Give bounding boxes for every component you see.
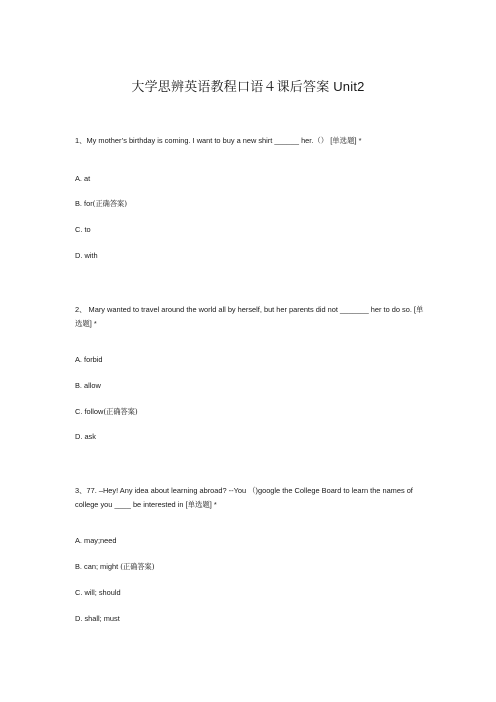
question-2-text: 2、 Mary wanted to travel around the world all by herself, but her parents did not _______ her to do so. [单选题] *: [75, 305, 424, 328]
question-2-option-c: [75, 407, 138, 417]
option-label: A. forbid: [75, 355, 103, 364]
option-label: B. allow: [75, 381, 101, 390]
question-3-option-c: [75, 588, 121, 598]
question-1-option-b: [75, 199, 127, 209]
question-3-text: 3、77. –Hey! Any idea about learning abroad? --You （)google the College Board to learn the names of college you ____ be interested in [单选题] *: [75, 486, 413, 509]
option-label: C. follow: [75, 407, 104, 416]
question-1-option-c: [75, 225, 91, 235]
question-1-text: 1、My mother’s birthday is coming. I want to buy a new shirt ______ her.（） [单选题] *: [75, 136, 362, 145]
option-label: C. to: [75, 225, 91, 234]
question-3-option-b: [75, 562, 155, 572]
document-title: 大学思辨英语教程口语４课后答案 Unit2: [131, 79, 365, 94]
correct-answer-mark: (正确答案): [120, 562, 155, 571]
option-label: B. for: [75, 199, 93, 208]
option-label: A. may;need: [75, 536, 117, 545]
option-label: D. shall; must: [75, 614, 120, 623]
option-label: C. will; should: [75, 588, 121, 597]
option-label: D. ask: [75, 432, 96, 441]
option-label: B. can; might: [75, 562, 121, 571]
correct-answer-mark: (正确答案): [92, 199, 128, 208]
question-1-option-d: [75, 251, 98, 261]
option-label: D. with: [75, 251, 98, 260]
question-1-option-a: [75, 174, 90, 184]
question-2-option-b: [75, 381, 101, 391]
question-2-option-a: [75, 355, 103, 365]
correct-answer-mark: (正确答案): [103, 407, 138, 416]
question-3-option-d: [75, 614, 120, 624]
question-3-option-a: [75, 536, 117, 546]
question-2-option-d: [75, 432, 96, 442]
option-label: A. at: [75, 174, 91, 183]
